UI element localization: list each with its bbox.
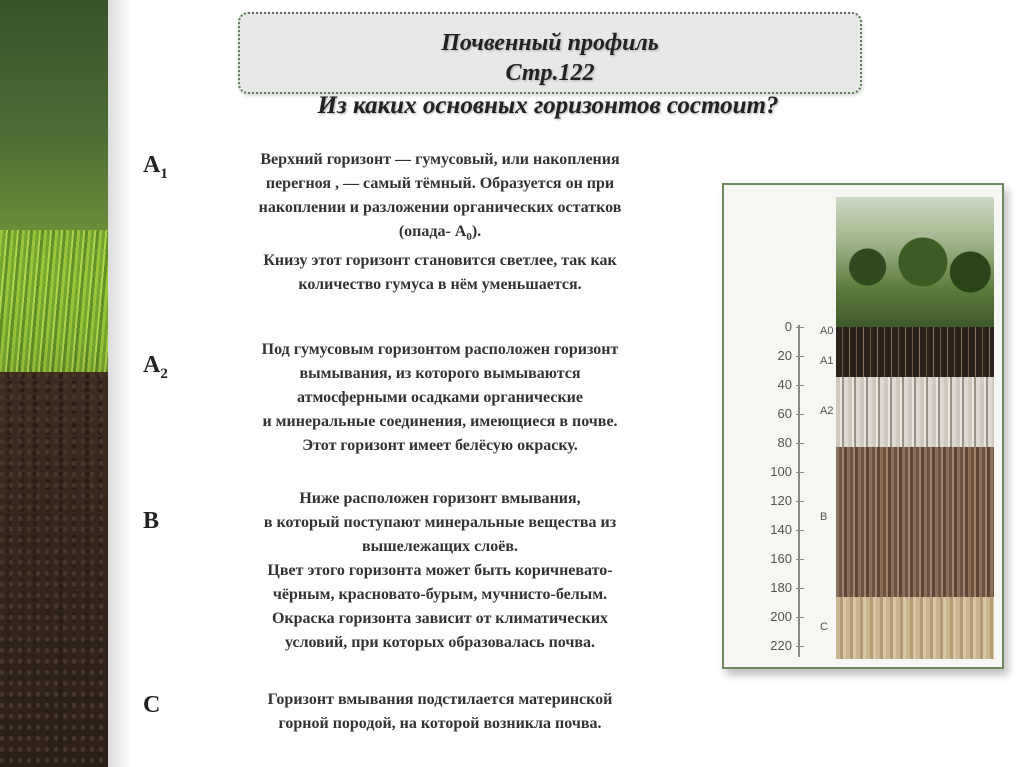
horizon-label-a2: $A_2$: [143, 352, 168, 382]
depth-tick: 180: [750, 581, 792, 595]
title-box: [238, 12, 862, 94]
horizon-description-a2: Под гумусовым горизонтом расположен горизонт вымывания, из которого вымываются атмосферными осадками органические и минеральные соединения, имеющиеся в почве. Этот горизонт имеет белёсую окраску.: [261, 341, 619, 454]
humus-layer: [836, 327, 994, 377]
depth-tick: 20: [750, 349, 792, 363]
strip-fade: [108, 0, 132, 767]
depth-tick: 60: [750, 407, 792, 421]
horizon-label-c: C: [143, 692, 161, 718]
depth-tick: 160: [750, 552, 792, 566]
horizon-label-b: B: [143, 508, 160, 534]
decorative-soil-strip: [0, 0, 108, 767]
horizon-description-a1: Верхний горизонт — гумусовый, или накопления перегноя , — самый тёмный. Образуется он при накоплении и разложении органических остатков (опада- $А_0$). Книзу этот горизонт становится светлее, так как количество гумуса в нём уменьшается.: [258, 151, 622, 294]
depth-tick: 220: [750, 639, 792, 653]
depth-scale: [750, 197, 820, 659]
horizon-mark-b: B: [820, 511, 828, 523]
horizon-mark-a2: A2: [820, 405, 834, 417]
horizon-description-c: Горизонт вмывания подстилается материнской горной породой, на которой возникла почва.: [267, 691, 613, 732]
soil-decoration: [0, 372, 108, 767]
illuvial-layer: [836, 447, 994, 597]
depth-tick: 140: [750, 523, 792, 537]
depth-tick: 120: [750, 494, 792, 508]
grass-decoration: [0, 230, 108, 380]
horizon-label-a1: $A_1$: [143, 152, 168, 182]
horizon-description-b: Ниже расположен горизонт вмывания, в который поступают минеральные вещества из вышележащих слоёв. Цвет этого горизонта может быть коричневато- чёрным, красновато-бурым, мучнисто-белым. Окраска горизонта зависит от климатических условий, при которых образовалась почва.: [263, 490, 617, 651]
depth-tick: 0: [750, 320, 792, 334]
horizon-mark-a0: A0: [820, 325, 834, 337]
page-reference: Стр.122: [505, 60, 595, 86]
depth-tick: 100: [750, 465, 792, 479]
tree-canopy: [836, 227, 994, 327]
page-title: Почвенный профиль: [441, 30, 659, 56]
soil-profile-image: [722, 183, 1004, 669]
depth-tick: 40: [750, 378, 792, 392]
scale-line: [798, 325, 800, 657]
horizon-mark-a1: A1: [820, 355, 834, 367]
soil-photo: [836, 197, 994, 659]
depth-tick: 200: [750, 610, 792, 624]
parent-rock-layer: [836, 597, 994, 659]
question-heading: Из каких основных горизонтов состоит?: [317, 92, 779, 119]
horizon-mark-c: C: [820, 621, 828, 633]
eluvial-layer: [836, 377, 994, 447]
depth-tick: 80: [750, 436, 792, 450]
